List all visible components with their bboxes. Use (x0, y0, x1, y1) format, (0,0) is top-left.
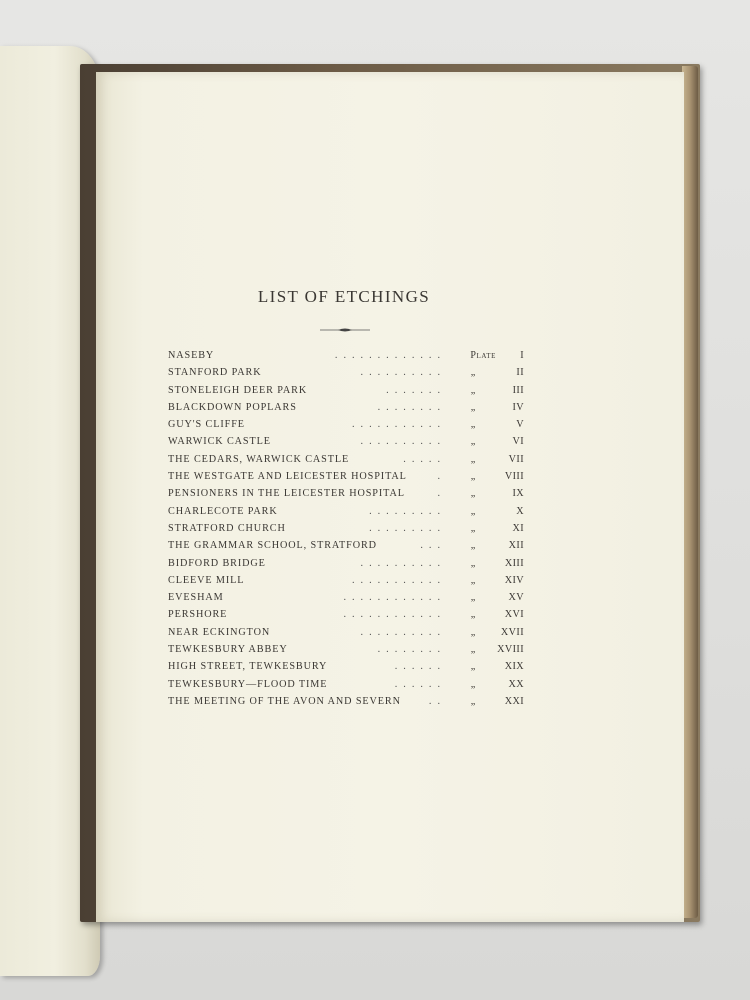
plate-number: XIV (504, 574, 524, 586)
list-item (168, 454, 524, 471)
plate-number: I (520, 350, 524, 361)
plate-number: XXI (504, 695, 524, 707)
list-item (168, 592, 524, 609)
cover-spine-edge (682, 66, 698, 918)
list-item (168, 644, 524, 661)
ditto-mark: „ (470, 436, 476, 448)
leader-dots: ........ (377, 401, 446, 413)
leader-dots: ....... (386, 384, 446, 396)
leader-dots: .......... (360, 557, 446, 569)
leader-dots: ..... (403, 453, 446, 465)
plate-number: XVII (500, 626, 524, 638)
etching-title: CLEEVE MILL (168, 574, 245, 586)
leader-dots: ............. (334, 350, 446, 361)
leader-dots: ............ (343, 609, 446, 621)
list-item (168, 627, 524, 644)
leader-dots: ........ (377, 644, 446, 656)
ditto-mark: „ (470, 592, 476, 604)
leader-dots: .......... (360, 367, 446, 379)
leader-dots: ............ (343, 592, 446, 604)
plate-number: II (516, 367, 524, 379)
etchings-list (168, 350, 524, 713)
list-item (168, 488, 524, 505)
etching-title: TEWKESBURY ABBEY (168, 644, 288, 656)
list-item (168, 575, 524, 592)
ditto-mark: „ (470, 557, 476, 569)
etching-title: STRATFORD CHURCH (168, 522, 286, 534)
plate-number: XX (508, 678, 524, 690)
ornament-rule-icon (320, 327, 370, 333)
plate-number: XVIII (497, 644, 524, 656)
ditto-mark: „ (470, 540, 476, 552)
etching-title: THE GRAMMAR SCHOOL, STRATFORD (168, 540, 377, 552)
leader-dots: .......... (360, 626, 446, 638)
etching-title: WARWICK CASTLE (168, 436, 271, 448)
list-item (168, 367, 524, 384)
list-item (168, 385, 524, 402)
list-item (168, 419, 524, 436)
etching-title: GUY'S CLIFFE (168, 419, 245, 431)
leader-dots: .. (428, 695, 446, 707)
ditto-mark: „ (470, 574, 476, 586)
plate-number: V (516, 419, 524, 431)
ditto-mark: „ (470, 626, 476, 638)
list-item (168, 558, 524, 575)
list-item (168, 436, 524, 453)
plate-number: VII (508, 453, 524, 465)
ditto-mark: „ (470, 644, 476, 656)
etching-title: THE MEETING OF THE AVON AND SEVERN (168, 695, 401, 707)
ditto-mark: „ (470, 453, 476, 465)
plate-number: XIII (504, 557, 524, 569)
plate-number: XIX (504, 661, 524, 673)
list-item (168, 471, 524, 488)
list-item (168, 696, 524, 713)
plate-number: XVI (504, 609, 524, 621)
etching-title: TEWKESBURY—FLOOD TIME (168, 678, 328, 690)
leader-dots: ........... (351, 574, 446, 586)
etching-title: BIDFORD BRIDGE (168, 557, 266, 569)
etching-title: THE WESTGATE AND LEICESTER HOSPITAL (168, 471, 407, 483)
list-item (168, 350, 524, 367)
plate-number: XV (508, 592, 524, 604)
leader-dots: ... (420, 540, 446, 552)
leader-dots: . (437, 471, 446, 483)
ditto-mark: „ (470, 384, 476, 396)
etching-title: PERSHORE (168, 609, 228, 621)
etching-title: STONELEIGH DEER PARK (168, 384, 308, 396)
ditto-mark: „ (470, 367, 476, 379)
etching-title: STANFORD PARK (168, 367, 262, 379)
list-item (168, 402, 524, 419)
ditto-mark: „ (470, 661, 476, 673)
plate-number: XII (508, 540, 524, 552)
book-page (96, 72, 684, 922)
list-item (168, 506, 524, 523)
etching-title: BLACKDOWN POPLARS (168, 401, 297, 413)
ditto-mark: „ (470, 471, 476, 483)
leader-dots: .......... (360, 436, 446, 448)
plate-label: Plate (470, 350, 496, 361)
ditto-mark: „ (470, 522, 476, 534)
ditto-mark: „ (470, 401, 476, 413)
leader-dots: ...... (394, 678, 446, 690)
list-item (168, 679, 524, 696)
list-item (168, 523, 524, 540)
etching-title: NEAR ECKINGTON (168, 626, 271, 638)
list-item (168, 661, 524, 678)
ditto-mark: „ (470, 488, 476, 500)
leader-dots: ...... (394, 661, 446, 673)
etching-title: NASEBY (168, 350, 215, 361)
plate-number: VIII (504, 471, 524, 483)
page-heading: LIST OF ETCHINGS (257, 287, 431, 306)
ditto-mark: „ (470, 609, 476, 621)
plate-number: X (516, 505, 524, 517)
etching-title: THE CEDARS, WARWICK CASTLE (168, 453, 350, 465)
ditto-mark: „ (470, 505, 476, 517)
etching-title: HIGH STREET, TEWKESBURY (168, 661, 328, 673)
list-item (168, 609, 524, 626)
plate-number: III (512, 384, 524, 396)
list-item (168, 540, 524, 557)
plate-number: IX (512, 488, 524, 500)
leader-dots: ........... (351, 419, 446, 431)
ditto-mark: „ (470, 678, 476, 690)
leader-dots: . (437, 488, 446, 500)
etching-title: PENSIONERS IN THE LEICESTER HOSPITAL (168, 488, 405, 500)
ditto-mark: „ (470, 695, 476, 707)
plate-number: IV (512, 401, 524, 413)
plate-number: XI (512, 522, 524, 534)
plate-number: VI (512, 436, 524, 448)
etching-title: CHARLECOTE PARK (168, 505, 278, 517)
leader-dots: ......... (369, 505, 446, 517)
leader-dots: ......... (369, 522, 446, 534)
ditto-mark: „ (470, 419, 476, 431)
etching-title: EVESHAM (168, 592, 224, 604)
